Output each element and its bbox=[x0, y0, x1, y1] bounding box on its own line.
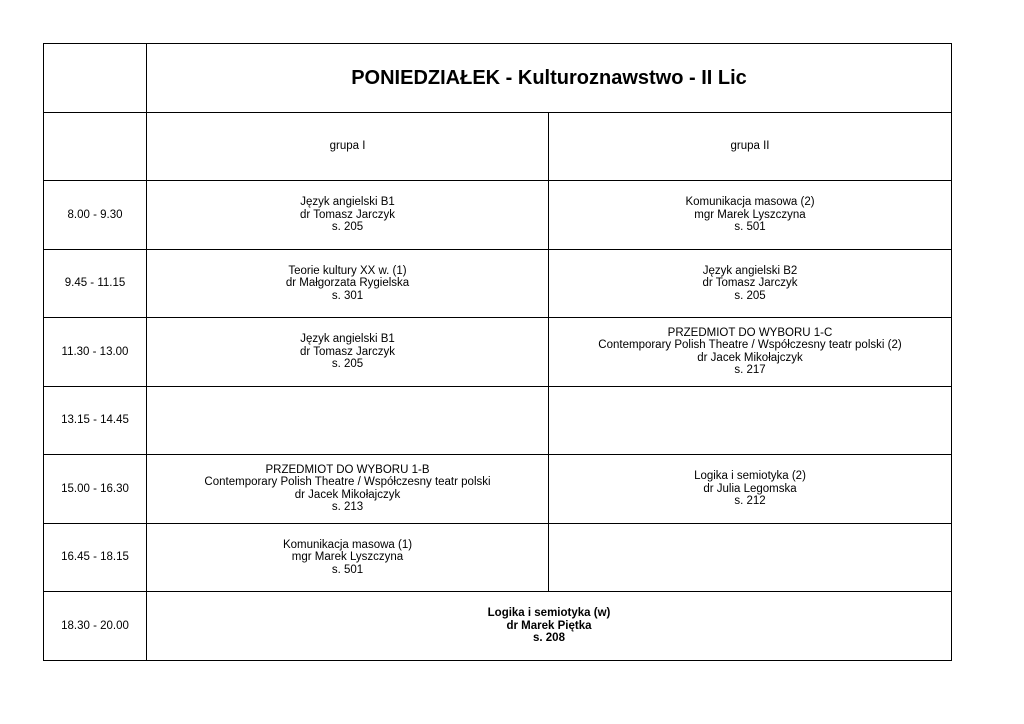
class-info-line: dr Tomasz Jarczyk bbox=[299, 345, 395, 358]
time-slot-cell: 13.15 - 14.45 bbox=[44, 386, 147, 455]
class-info-line: PRZEDMIOT DO WYBORU 1-C bbox=[667, 326, 833, 339]
time-slot-row bbox=[44, 523, 952, 592]
class-info-line: PRZEDMIOT DO WYBORU 1-B bbox=[265, 463, 430, 476]
class-info-line: dr Jacek Mikołajczyk bbox=[697, 351, 803, 364]
group-1-class-cell bbox=[147, 386, 549, 455]
group-2-class-cell bbox=[549, 249, 952, 318]
group-1-class-cell bbox=[147, 318, 549, 387]
group-2-header: grupa II bbox=[549, 112, 952, 181]
class-info-line: Język angielski B2 bbox=[702, 264, 798, 277]
group-1-class-cell bbox=[147, 181, 549, 250]
group-1-class-cell bbox=[147, 455, 549, 524]
time-slot-row bbox=[44, 249, 952, 318]
group-2-class-cell bbox=[549, 181, 952, 250]
header-corner-cell bbox=[44, 44, 147, 113]
time-slot-row bbox=[44, 455, 952, 524]
schedule-table bbox=[43, 43, 952, 661]
class-info-line: s. 212 bbox=[734, 495, 766, 507]
time-slot-row bbox=[44, 592, 952, 661]
class-info-line: s. 501 bbox=[331, 563, 364, 576]
class-info-line: dr Małgorzata Rygielska bbox=[285, 277, 410, 289]
time-slot-cell: 15.00 - 16.30 bbox=[44, 455, 147, 524]
class-info-line: Contemporary Polish Theatre / Współczesny teatr polski bbox=[204, 476, 491, 489]
time-slot-row bbox=[44, 386, 952, 455]
class-info-line: s. 301 bbox=[331, 289, 364, 302]
class-info-line: dr Julia Legomska bbox=[703, 482, 797, 495]
class-info-line: mgr Marek Lyszczyna bbox=[291, 551, 404, 563]
time-slot-cell: 8.00 - 9.30 bbox=[44, 181, 147, 250]
class-info-line: Logika i semiotyka (w) bbox=[487, 607, 611, 619]
time-slot-row bbox=[44, 318, 952, 387]
class-info-line: s. 213 bbox=[331, 501, 364, 514]
class-info-line: s. 217 bbox=[734, 364, 766, 377]
group-header-row bbox=[44, 112, 952, 181]
page-title: PONIEDZIAŁEK - Kulturoznawstwo - II Lic bbox=[147, 44, 952, 113]
class-info-line: dr Tomasz Jarczyk bbox=[299, 208, 395, 221]
class-info-line: dr Marek Piętka bbox=[506, 619, 592, 632]
class-info-line: Contemporary Polish Theatre / Współczesny teatr polski (2) bbox=[598, 339, 902, 352]
group-2-class-cell bbox=[549, 455, 952, 524]
group-corner-cell bbox=[44, 112, 147, 181]
class-info-line: Język angielski B1 bbox=[300, 196, 395, 208]
class-info-line: Logika i semiotyka (2) bbox=[694, 470, 806, 482]
group-1-class-cell bbox=[147, 249, 549, 318]
header-row bbox=[44, 44, 952, 113]
class-info-line: Komunikacja masowa (1) bbox=[282, 538, 413, 551]
joint-class-cell bbox=[147, 592, 952, 661]
group-2-class-cell bbox=[549, 523, 952, 592]
class-info-line: s. 501 bbox=[734, 221, 766, 233]
group-2-class-cell bbox=[549, 318, 952, 387]
class-info-line: dr Tomasz Jarczyk bbox=[702, 277, 798, 289]
class-info-line: s. 205 bbox=[734, 289, 766, 302]
class-info-line: dr Jacek Mikołajczyk bbox=[294, 488, 401, 501]
time-slot-cell: 11.30 - 13.00 bbox=[44, 318, 147, 387]
class-info-line: Język angielski B1 bbox=[300, 333, 395, 345]
group-2-class-cell bbox=[549, 386, 952, 455]
class-info-line: mgr Marek Lyszczyna bbox=[694, 208, 806, 221]
time-slot-cell: 16.45 - 18.15 bbox=[44, 523, 147, 592]
time-slot-cell: 18.30 - 20.00 bbox=[44, 592, 147, 661]
class-info-line: s. 208 bbox=[533, 632, 565, 644]
class-info-line: s. 205 bbox=[331, 358, 364, 370]
group-1-header: grupa I bbox=[147, 112, 549, 181]
time-slot-cell: 9.45 - 11.15 bbox=[44, 249, 147, 318]
group-1-class-cell bbox=[147, 523, 549, 592]
class-info-line: s. 205 bbox=[331, 221, 364, 233]
time-slot-row bbox=[44, 181, 952, 250]
class-info-line: Teorie kultury XX w. (1) bbox=[288, 264, 407, 277]
class-info-line: Komunikacja masowa (2) bbox=[685, 196, 815, 208]
